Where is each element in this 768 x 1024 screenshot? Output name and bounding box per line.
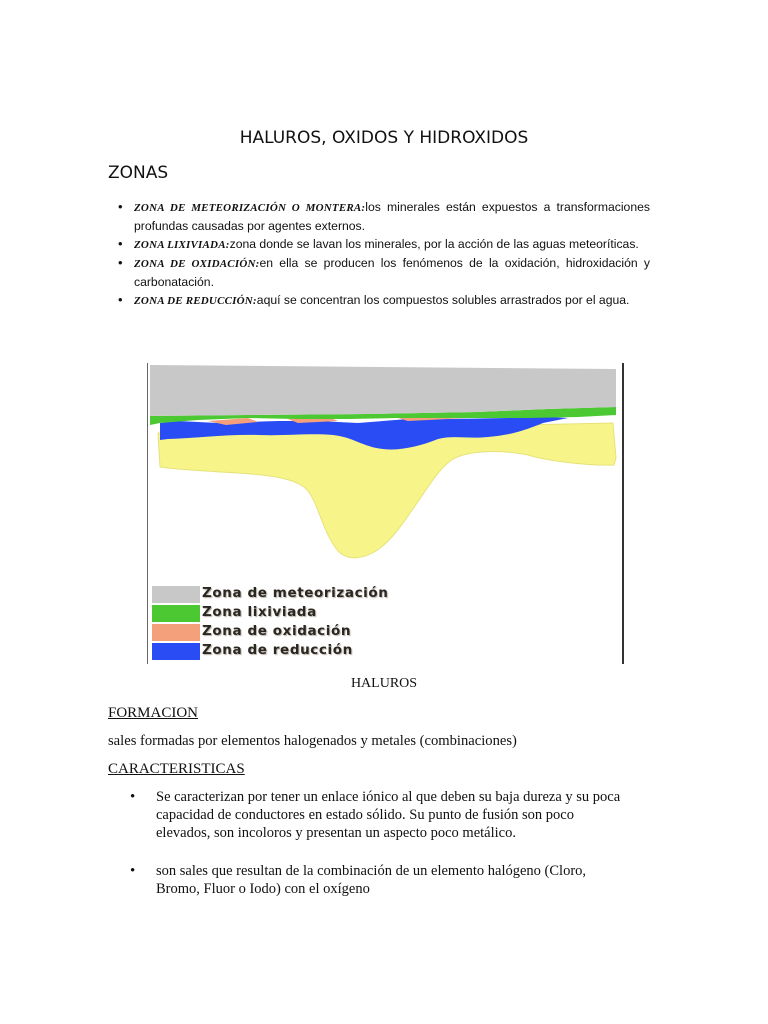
zone-item [118,198,650,235]
legend-row [152,623,402,642]
zone-description: aquí se concentran los compuestos solubles arrastrados por el agua. [256,293,630,307]
formacion-text: sales formadas por elementos halogenados y metales (combinaciones) [108,733,517,749]
legend-row [152,585,402,604]
legend-row [152,642,402,661]
caracteristicas-heading: CARACTERISTICAS [108,761,245,777]
legend-label: Zona de meteorización [202,585,389,601]
zone-description: en ella se producen los fenómenos de la oxidación, hidroxidación y carbonatación. [134,256,651,289]
caracteristicas-list [130,788,630,898]
formacion-heading: FORMACION [108,705,199,721]
list-item: • son sales que resultan de la combinación de un elemento halógeno (Cloro, Bromo, Fluor o Iodo) con el oxígeno [130,862,630,898]
weathering-zone-band [150,365,616,416]
zone-term: ZONA DE REDUCCIÓN: [134,295,257,307]
diagram-legend [152,585,402,661]
zone-term: ZONA DE METEORIZACIÓN O MONTERA: [134,202,366,214]
zone-item [118,235,650,254]
figure-caption: HALUROS [350,676,418,691]
zone-description: los minerales están expuestos a transformaciones profundas causadas por agentes externos. [134,200,650,233]
legend-label: Zona de oxidación [202,623,352,639]
zone-term: ZONA DE OXIDACIÓN: [134,258,260,270]
list-item: • Se caracterizan por tener un enlace iónico al que deben su baja dureza y su poca capacidad de conductores en estado sólido. Su punto de fusión son poco elevados, son incoloros y presentan un aspecto poco metálico. [130,788,630,842]
legend-swatch [152,643,200,660]
legend-label: Zona lixiviada [202,604,317,620]
legend-swatch [152,605,200,622]
legend-swatch [152,624,200,641]
zone-list [118,198,650,310]
legend-label: Zona de reducción [202,642,353,658]
document-title: HALUROS, OXIDOS Y HIDROXIDOS [239,128,529,148]
zones-diagram [147,363,624,664]
zone-item [118,291,650,310]
zone-description: zona donde se lavan los minerales, por la acción de las aguas meteoríticas. [229,237,639,251]
zone-term: ZONA LIXIVIADA: [134,239,230,251]
legend-swatch [152,586,200,603]
zonas-heading: ZONAS [108,163,169,183]
legend-row [152,604,402,623]
zone-item [118,254,650,291]
